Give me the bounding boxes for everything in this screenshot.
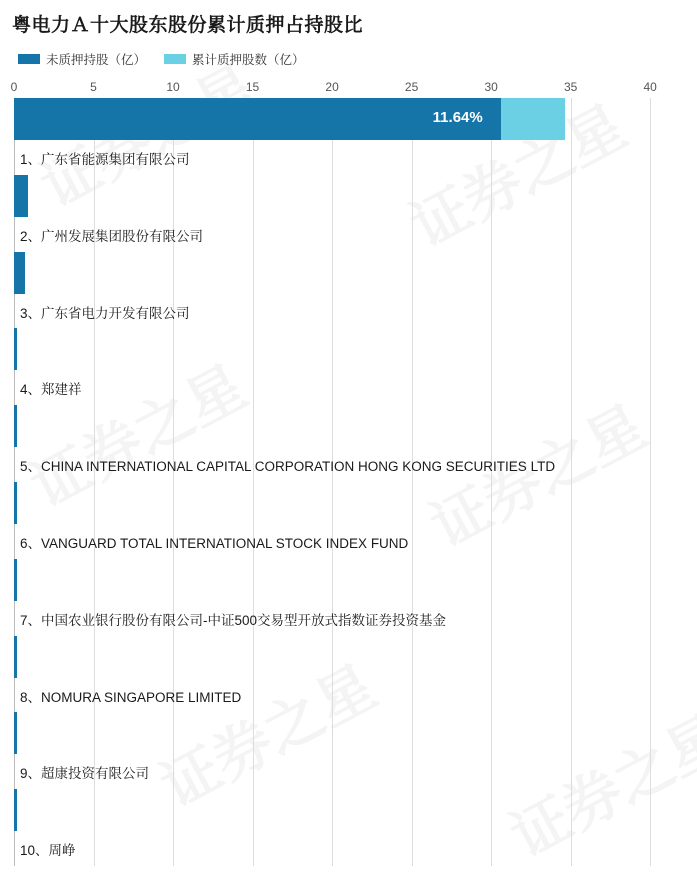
x-axis-tick: 40 — [643, 80, 657, 94]
chart-legend — [18, 50, 305, 68]
chart-row — [14, 175, 682, 252]
chart-row — [14, 328, 682, 405]
chart-row — [14, 559, 682, 636]
legend-label-unpledged: 未质押持股（亿） — [46, 53, 147, 67]
chart-row — [14, 636, 682, 713]
chart-row — [14, 252, 682, 329]
chart-title: 粤电力Ａ十大股东股份累计质押占持股比 — [12, 15, 364, 36]
bar-group[interactable] — [14, 789, 17, 831]
category-label: 7、中国农业银行股份有限公司-中证500交易型开放式指数证券投资基金 — [20, 612, 447, 628]
bar-segment-unpledged[interactable] — [14, 636, 17, 678]
legend-item-pledged — [164, 50, 305, 68]
bar-group[interactable] — [14, 175, 28, 217]
bar-group[interactable] — [14, 712, 17, 754]
bar-group[interactable] — [14, 482, 17, 524]
bar-segment-unpledged[interactable] — [14, 559, 17, 601]
legend-label-pledged: 累计质押股数（亿） — [192, 53, 305, 67]
bar-segment-unpledged[interactable] — [14, 175, 28, 217]
chart-row — [14, 98, 682, 175]
bar-value-label: 11.64% — [432, 109, 483, 126]
category-label: 3、广东省电力开发有限公司 — [20, 305, 190, 321]
bar-segment-pledged[interactable] — [501, 98, 565, 140]
legend-swatch-unpledged — [18, 54, 40, 64]
category-label: 4、郑建祥 — [20, 382, 82, 398]
bar-group[interactable] — [14, 405, 17, 447]
category-label: 10、周峥 — [20, 843, 76, 859]
legend-swatch-pledged — [164, 54, 186, 64]
x-axis-tick: 15 — [245, 80, 260, 94]
x-axis-tick: 5 — [90, 80, 97, 94]
category-label: 2、广州发展集团股份有限公司 — [20, 228, 204, 244]
category-label: 6、VANGUARD TOTAL INTERNATIONAL STOCK INDEX FUND — [20, 536, 409, 551]
plot-area — [14, 98, 682, 866]
x-axis-tick-labels — [10, 80, 682, 96]
x-axis-tick: 30 — [484, 80, 498, 94]
x-axis-tick: 25 — [404, 80, 419, 94]
bar-segment-unpledged[interactable] — [14, 789, 17, 831]
chart-row — [14, 789, 682, 866]
bar-group[interactable] — [14, 328, 17, 370]
bar-segment-unpledged[interactable] — [14, 712, 17, 754]
bar-group[interactable] — [14, 636, 17, 678]
bar-segment-unpledged[interactable] — [14, 482, 17, 524]
x-axis-tick: 0 — [10, 80, 18, 94]
legend-item-unpledged — [18, 50, 146, 68]
chart-row — [14, 482, 682, 559]
x-axis-tick: 35 — [563, 80, 578, 94]
bar-segment-unpledged[interactable] — [14, 405, 17, 447]
x-axis-tick: 10 — [166, 80, 180, 94]
category-label: 5、CHINA INTERNATIONAL CAPITAL CORPORATION HONG KONG SECURITIES LTD — [20, 459, 556, 475]
category-label: 8、NOMURA SINGAPORE LIMITED — [20, 689, 242, 705]
chart-row — [14, 712, 682, 789]
chart-row — [14, 405, 682, 482]
bar-segment-unpledged[interactable] — [14, 328, 17, 370]
x-axis-tick: 20 — [325, 80, 339, 94]
bar-group[interactable] — [14, 559, 17, 601]
bar-group[interactable] — [14, 252, 25, 294]
category-label: 9、超康投资有限公司 — [20, 766, 150, 782]
category-label: 1、广东省能源集团有限公司 — [20, 152, 190, 167]
bar-segment-unpledged[interactable] — [14, 252, 25, 294]
bar-segment-unpledged[interactable] — [14, 98, 501, 140]
